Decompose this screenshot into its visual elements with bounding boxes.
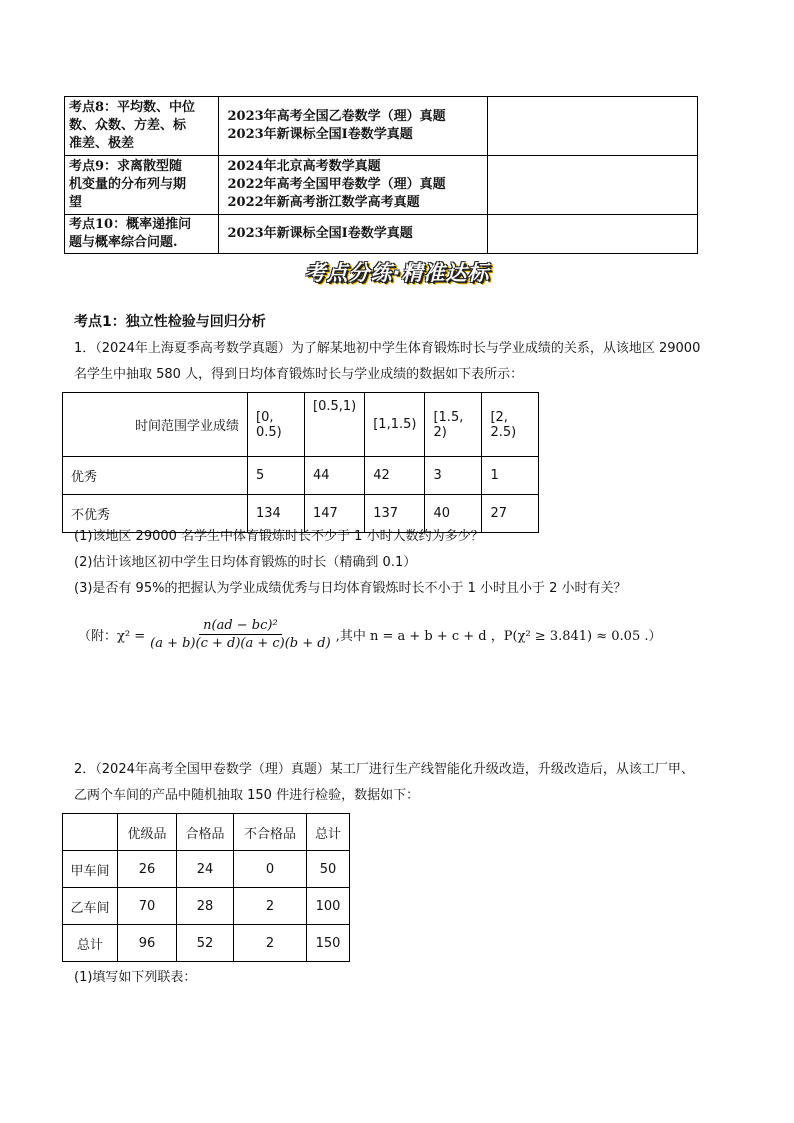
table-cell: 44 xyxy=(305,457,365,495)
source-line: 2022年高考全国甲卷数学（理）真题 xyxy=(227,177,446,192)
source-line: 2023年高考全国乙卷数学（理）真题 xyxy=(227,109,446,124)
table-cell: 26 xyxy=(118,851,177,888)
topic-line: 考点9：求离散型随 xyxy=(69,159,183,174)
table-cell: 5 xyxy=(248,457,305,495)
topic-cell xyxy=(65,156,219,215)
table-cell: 96 xyxy=(118,925,177,962)
topic-line: 考点8：平均数、中位 xyxy=(69,100,196,115)
sources-cell xyxy=(219,97,488,156)
topic-line: 数、众数、方差、标 xyxy=(69,118,187,133)
header-cell: 不合格品 xyxy=(234,814,307,851)
q2-intro xyxy=(74,757,714,809)
q2-data-table xyxy=(62,813,350,962)
table-row xyxy=(65,156,698,215)
header-cell: 优级品 xyxy=(118,814,177,851)
row-label: 优秀 xyxy=(63,457,248,495)
empty-cell xyxy=(488,156,698,215)
q1-subquestions xyxy=(74,524,714,602)
q1-sub1: (1)该地区 29000 名学生中体育锻炼时长不少于 1 小时人数约为多少？ xyxy=(74,529,484,544)
q2-intro-line: 乙两个车间的产品中随机抽取 150 件进行检验，数据如下： xyxy=(74,788,420,803)
q1-sub3: (3)是否有 95%的把握认为学业成绩优秀与日均体育锻炼时长不小于 1 小时且小于 2 小时有关？ xyxy=(74,581,627,596)
sources-cell xyxy=(219,156,488,215)
row-label: 总计 xyxy=(63,925,118,962)
header-cell: 总计 xyxy=(307,814,350,851)
table-cell: 24 xyxy=(177,851,234,888)
source-line: 2023年新课标全国Ⅰ卷数学真题 xyxy=(227,127,413,142)
header-cell: 合格品 xyxy=(177,814,234,851)
table-cell: 137 xyxy=(365,495,425,533)
formula-numerator: n(ad − bc)² xyxy=(199,617,282,635)
corner-cell: 时间范围学业成绩 xyxy=(63,393,248,457)
table-cell: 0 xyxy=(234,851,307,888)
empty-cell xyxy=(488,97,698,156)
q1-intro-line: 名学生中抽取 580 人，得到日均体育锻炼时长与学业成绩的数据如下表所示： xyxy=(74,367,524,382)
table-cell: 40 xyxy=(425,495,482,533)
topic-cell xyxy=(65,97,219,156)
sources-cell xyxy=(219,215,488,254)
q2-intro-line: 2．（2024年高考全国甲卷数学（理）真题）某工厂进行生产线智能化升级改造，升级改造后，从该工厂甲、 xyxy=(74,762,694,777)
table-cell: 28 xyxy=(177,888,234,925)
empty-cell xyxy=(488,215,698,254)
table-cell: 70 xyxy=(118,888,177,925)
chi-square-formula xyxy=(78,617,661,652)
section-banner: 考点分练·精准达标 xyxy=(304,261,490,285)
formula-fraction xyxy=(148,617,333,652)
table-cell: 50 xyxy=(307,851,350,888)
table-cell: 100 xyxy=(307,888,350,925)
formula-prefix: （附：χ² = xyxy=(78,629,146,644)
table-cell: 147 xyxy=(305,495,365,533)
q1-data-table xyxy=(62,392,539,533)
table-cell: 150 xyxy=(307,925,350,962)
table-cell: 134 xyxy=(248,495,305,533)
q1-sub2: (2)估计该地区初中学生日均体育锻炼的时长（精确到 0.1） xyxy=(74,555,417,570)
source-line: 2023年新课标全国Ⅰ卷数学真题 xyxy=(227,226,413,241)
q1-intro xyxy=(74,336,714,388)
header-cell xyxy=(63,814,118,851)
row-label: 甲车间 xyxy=(63,851,118,888)
topic-line: 准差、极差 xyxy=(69,136,135,151)
table-row xyxy=(65,215,698,254)
table-header-row xyxy=(63,393,539,457)
topic-line: 望 xyxy=(69,195,83,210)
table-row xyxy=(63,457,539,495)
table-cell: 42 xyxy=(365,457,425,495)
topic-cell xyxy=(65,215,219,254)
formula-suffix: ,其中 n = a + b + c + d ，P(χ² ≥ 3.841) ≈ 0.05 .） xyxy=(335,629,662,644)
topic-line: 题与概率综合问题. xyxy=(69,235,178,250)
table-row xyxy=(63,851,350,888)
table-cell: 2 xyxy=(234,888,307,925)
table-header-row xyxy=(63,814,350,851)
q1-intro-line: 1．（2024年上海夏季高考数学真题）为了解某地初中学生体育锻炼时长与学业成绩的关系，从该地区 29000 xyxy=(74,341,701,356)
row-label: 乙车间 xyxy=(63,888,118,925)
q2-sub1: (1)填写如下列联表： xyxy=(74,970,197,985)
header-cell: [2, 2.5) xyxy=(482,393,539,457)
header-cell: [0, 0.5) xyxy=(248,393,305,457)
source-line: 2022年新高考浙江数学高考真题 xyxy=(227,195,420,210)
formula-denominator: (a + b)(c + d)(a + c)(b + d) xyxy=(150,636,331,651)
table-row xyxy=(63,888,350,925)
source-line: 2024年北京高考数学真题 xyxy=(227,159,381,174)
table-cell: 27 xyxy=(482,495,539,533)
table-cell: 3 xyxy=(425,457,482,495)
table-cell: 1 xyxy=(482,457,539,495)
summary-table xyxy=(64,96,698,254)
topic-line: 机变量的分布列与期 xyxy=(69,177,187,192)
header-cell: [1,1.5) xyxy=(365,393,425,457)
table-row xyxy=(65,97,698,156)
row-label: 不优秀 xyxy=(63,495,248,533)
table-cell: 52 xyxy=(177,925,234,962)
header-cell: [1.5, 2) xyxy=(425,393,482,457)
header-cell: [0.5,1) xyxy=(305,393,365,457)
table-cell: 2 xyxy=(234,925,307,962)
table-row xyxy=(63,925,350,962)
section-title: 考点1：独立性检验与回归分析 xyxy=(74,314,266,330)
topic-line: 考点10：概率递推问 xyxy=(69,217,192,232)
